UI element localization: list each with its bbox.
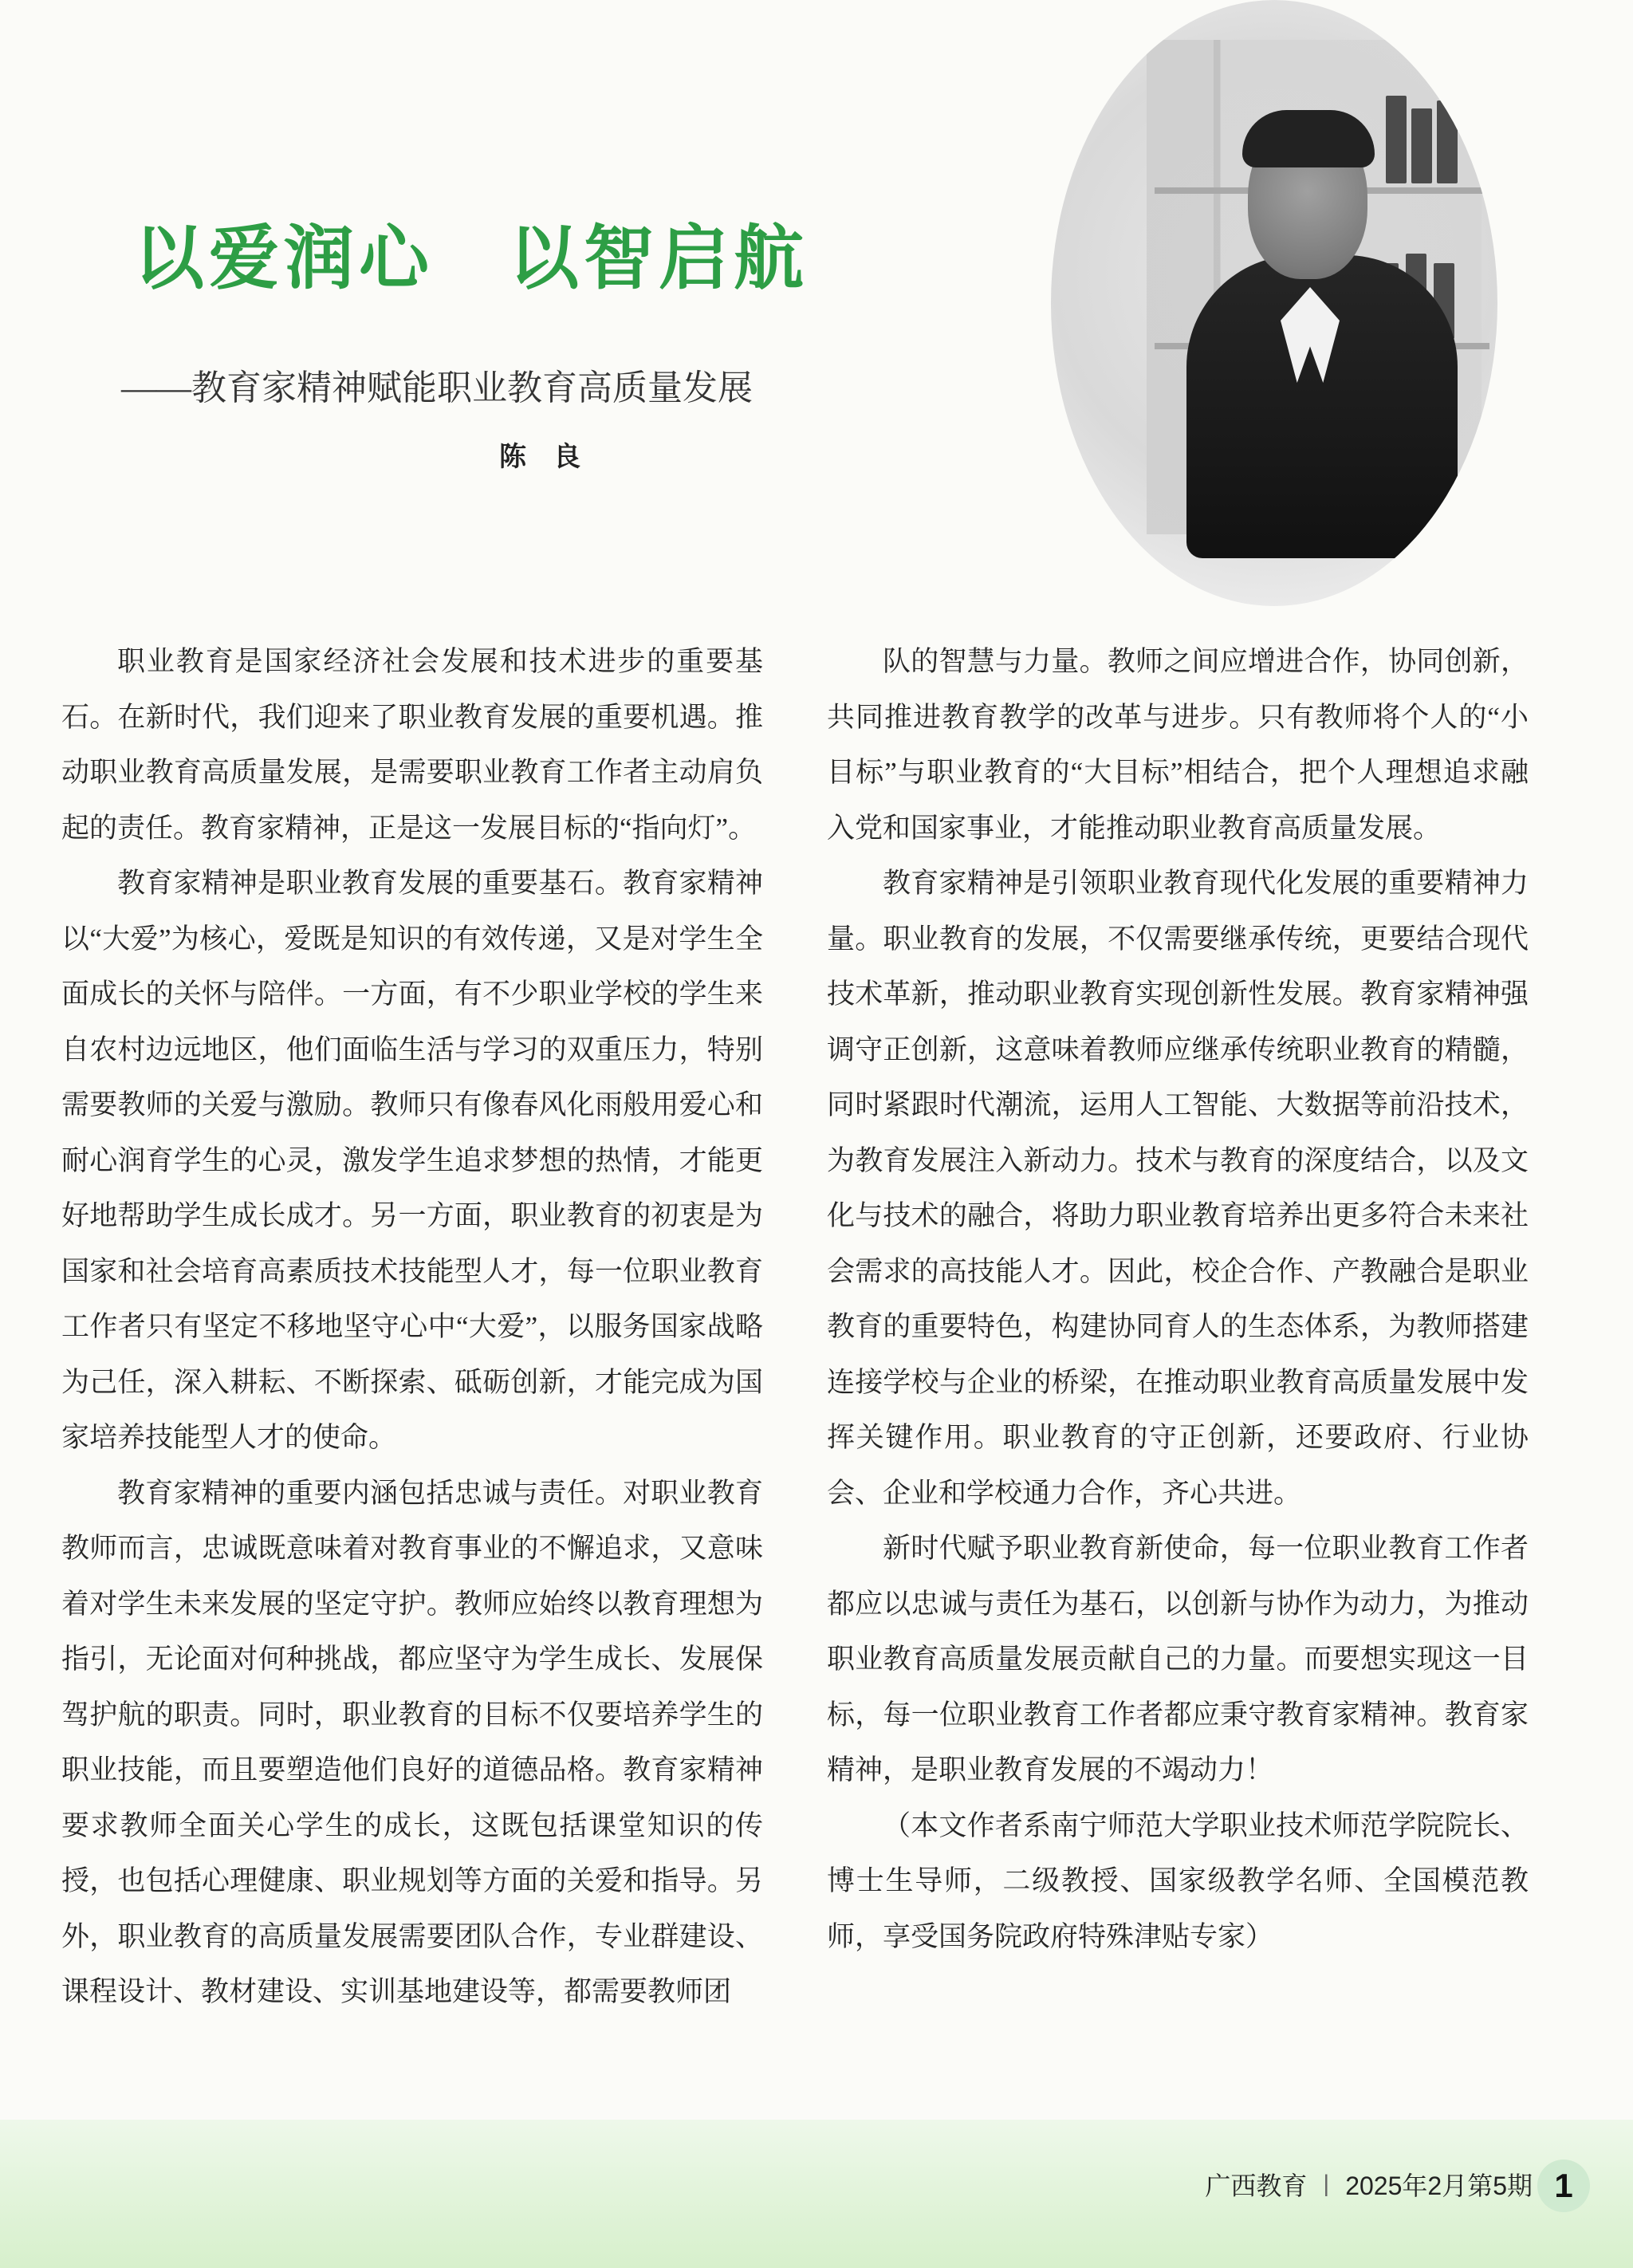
article-subtitle: ——教育家精神赋能职业教育高质量发展 <box>121 368 753 408</box>
article-title: 以爱润心 以智启航 <box>134 221 809 298</box>
author-portrait <box>1051 0 1497 606</box>
footer-band <box>0 2120 1633 2268</box>
portrait-body <box>1186 255 1458 558</box>
book-spine <box>1411 108 1432 183</box>
left-paragraph-2: 教育家精神是职业教育发展的重要基石。教育家精神以“大爱”为核心，爱既是知识的有效传递，又是对学生全面成长的关怀与陪伴。一方面，有不少职业学校的学生来自农村边远地区，他们面临生活与学习的双重压力，特别需要教师的关爱与激励。教师只有像春风化雨般用爱心和耐心润育学生的心灵，激发学生追求梦想的热情，才能更好地帮助学生成长成才。另一方面，职业教育的初衷是为国家和社会培育高素质技术技能型人才，每一位职业教育工作者只有坚定不移地坚守心中“大爱”，以服务国家战略为己任，深入耕耘、不断探索、砥砺创新，才能完成为国家培养技能型人才的使命。 <box>61 868 763 1453</box>
right-text-column <box>827 634 1529 1964</box>
right-paragraph-3: 新时代赋予职业教育新使命，每一位职业教育工作者都应以忠诚与责任为基石，以创新与协作为动力，为推动职业教育高质量发展贡献自己的力量。而要想实现这一目标，每一位职业教育工作者都应秉守教育家精神。教育家精神，是职业教育发展的不竭动力！ <box>827 1533 1529 1786</box>
page-number: 1 <box>1537 2160 1590 2212</box>
article-author: 陈 良 <box>499 441 580 473</box>
left-paragraph-1: 职业教育是国家经济社会发展和技术进步的重要基石。在新时代，我们迎来了职业教育发展的重要机遇。推动职业教育高质量发展，是需要职业教育工作者主动肩负起的责任。教育家精神，正是这一发展目标的“指向灯”。 <box>61 646 763 844</box>
right-paragraph-1: 队的智慧与力量。教师之间应增进合作，协同创新，共同推进教育教学的改革与进步。只有教师将个人的“小目标”与职业教育的“大目标”相结合，把个人理想追求融入党和国家事业，才能推动职业教育高质量发展。 <box>827 646 1529 844</box>
right-paragraph-2: 教育家精神是引领职业教育现代化发展的重要精神力量。职业教育的发展，不仅需要继承传统，更要结合现代技术革新，推动职业教育实现创新性发展。教育家精神强调守正创新，这意味着教师应继承传统职业教育的精髓，同时紧跟时代潮流，运用人工智能、大数据等前沿技术，为教育发展注入新动力。技术与教育的深度结合，以及文化与技术的融合，将助力职业教育培养出更多符合未来社会需求的高技能人才。因此，校企合作、产教融合是职业教育的重要特色，构建协同育人的生态体系，为教师搭建连接学校与企业的桥梁，在推动职业教育高质量发展中发挥关键作用。职业教育的守正创新，还要政府、行业协会、企业和学校通力合作，齐心共进。 <box>827 868 1529 1509</box>
journal-name: 广西教育 <box>1205 2172 1308 2200</box>
issue-info: 2025年2月第5期 <box>1345 2172 1533 2200</box>
portrait-hair <box>1242 110 1375 167</box>
journal-footer <box>1205 2166 1533 2203</box>
book-spine <box>1386 96 1407 183</box>
footer-separator: | <box>1323 2171 1330 2197</box>
book-spine <box>1437 100 1458 183</box>
left-text-column <box>61 634 763 2020</box>
left-paragraph-3: 教育家精神的重要内涵包括忠诚与责任。对职业教育教师而言，忠诚既意味着对教育事业的不懈追求，又意味着对学生未来发展的坚定守护。教师应始终以教育理想为指引，无论面对何种挑战，都应坚守为学生成长、发展保驾护航的职责。同时，职业教育的目标不仅要培养学生的职业技能，而且要塑造他们良好的道德品格。教育家精神要求教师全面关心学生的成长，这既包括课堂知识的传授，也包括心理健康、职业规划等方面的关爱和指导。另外，职业教育的高质量发展需要团队合作，专业群建设、课程设计、教材建设、实训基地建设等，都需要教师团 <box>61 1477 763 2007</box>
author-note: （本文作者系南宁师范大学职业技术师范学院院长、博士生导师，二级教授、国家级教学名师、全国模范教师，享受国务院政府特殊津贴专家） <box>827 1809 1529 1952</box>
